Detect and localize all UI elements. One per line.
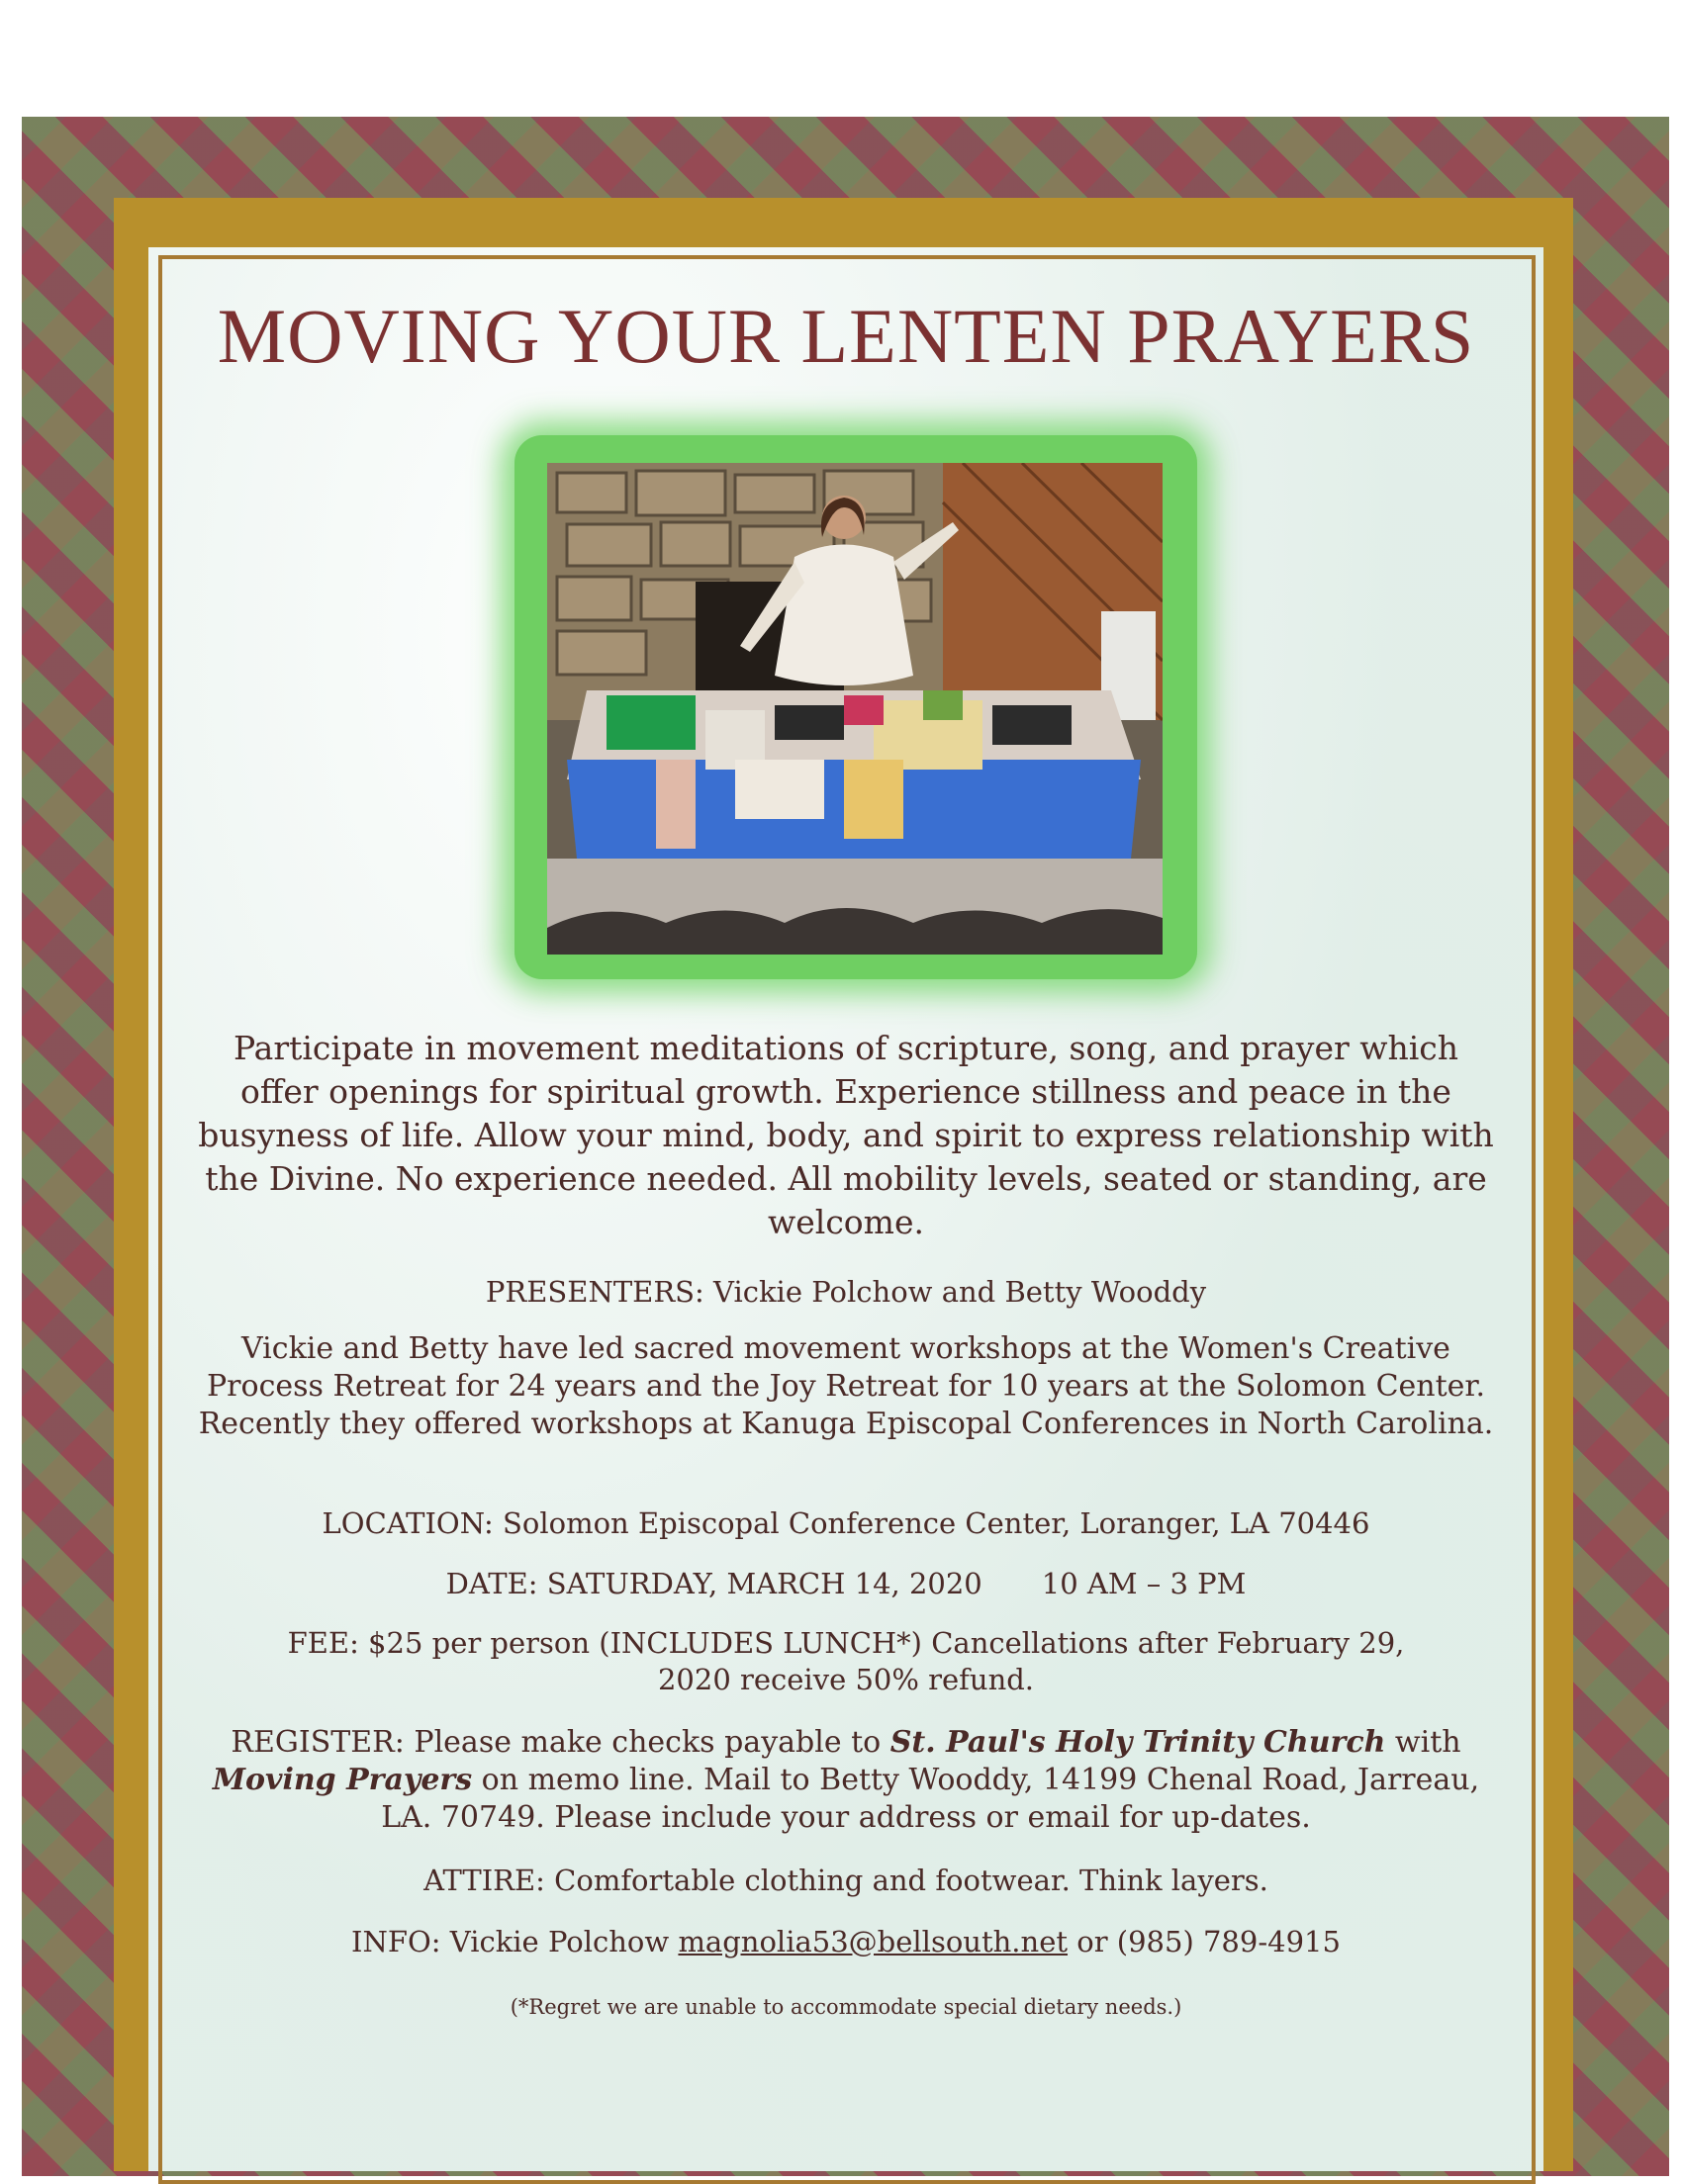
flyer-title: MOVING YOUR LENTEN PRAYERS — [217, 293, 1475, 379]
presenters-bio: Vickie and Betty have led sacred movement workshops at the Women's Creative Process Retreat for 24 years and the Joy Retreat for 10 years at the Solomon Center. Recently they offered workshops at Kanuga Episcopal Conferences in North Carolina. — [198, 1331, 1494, 1441]
attire-line: ATTIRE: Comfortable clothing and footwear. Think layers. — [423, 1864, 1268, 1897]
date-label: DATE: SATURDAY, MARCH 14, 2020 — [445, 1567, 982, 1600]
register-prefix: REGISTER: Please make checks payable to — [231, 1725, 890, 1760]
dietary-note: (*Regret we are unable to accommodate special dietary needs.) — [510, 1995, 1182, 2019]
church-name: St. Paul's Holy Trinity Church — [889, 1725, 1386, 1760]
info-line — [198, 1924, 1494, 1960]
info-phone: or (985) 789-4915 — [1068, 1925, 1341, 1958]
presenters-line: PRESENTERS: Vickie Polchow and Betty Wooddy — [485, 1275, 1207, 1309]
presenter-photo — [547, 463, 1163, 955]
memo-text: Moving Prayers — [212, 1763, 473, 1797]
info-prefix: INFO: Vickie Polchow — [351, 1925, 679, 1958]
intro-paragraph: Participate in movement meditations of scripture, song, and prayer which offer openings for spiritual growth. Experience stillness and peace in the busyness of life. Allow your mind, body, and spirit to express relationship with the Divine. No experience needed. All mobility levels, seated or standing, are welcome. — [198, 1029, 1494, 1241]
register-with: with — [1385, 1725, 1461, 1760]
location-line: LOCATION: Solomon Episcopal Conference Center, Loranger, LA 70446 — [322, 1506, 1370, 1540]
email-link[interactable]: magnolia53@bellsouth.net — [678, 1925, 1069, 1958]
time-label: 10 AM – 3 PM — [1041, 1567, 1247, 1600]
register-rest: on memo line. Mail to Betty Wooddy, 14199 Chenal Road, Jarreau, LA. 70749. Please include your address or email for up-dates. — [381, 1763, 1480, 1835]
date-line — [198, 1566, 1494, 1602]
fee-line: FEE: $25 per person (INCLUDES LUNCH*) Cancellations after February 29, 2020 receive 50% refund. — [287, 1626, 1405, 1696]
register-paragraph — [198, 1724, 1494, 1837]
